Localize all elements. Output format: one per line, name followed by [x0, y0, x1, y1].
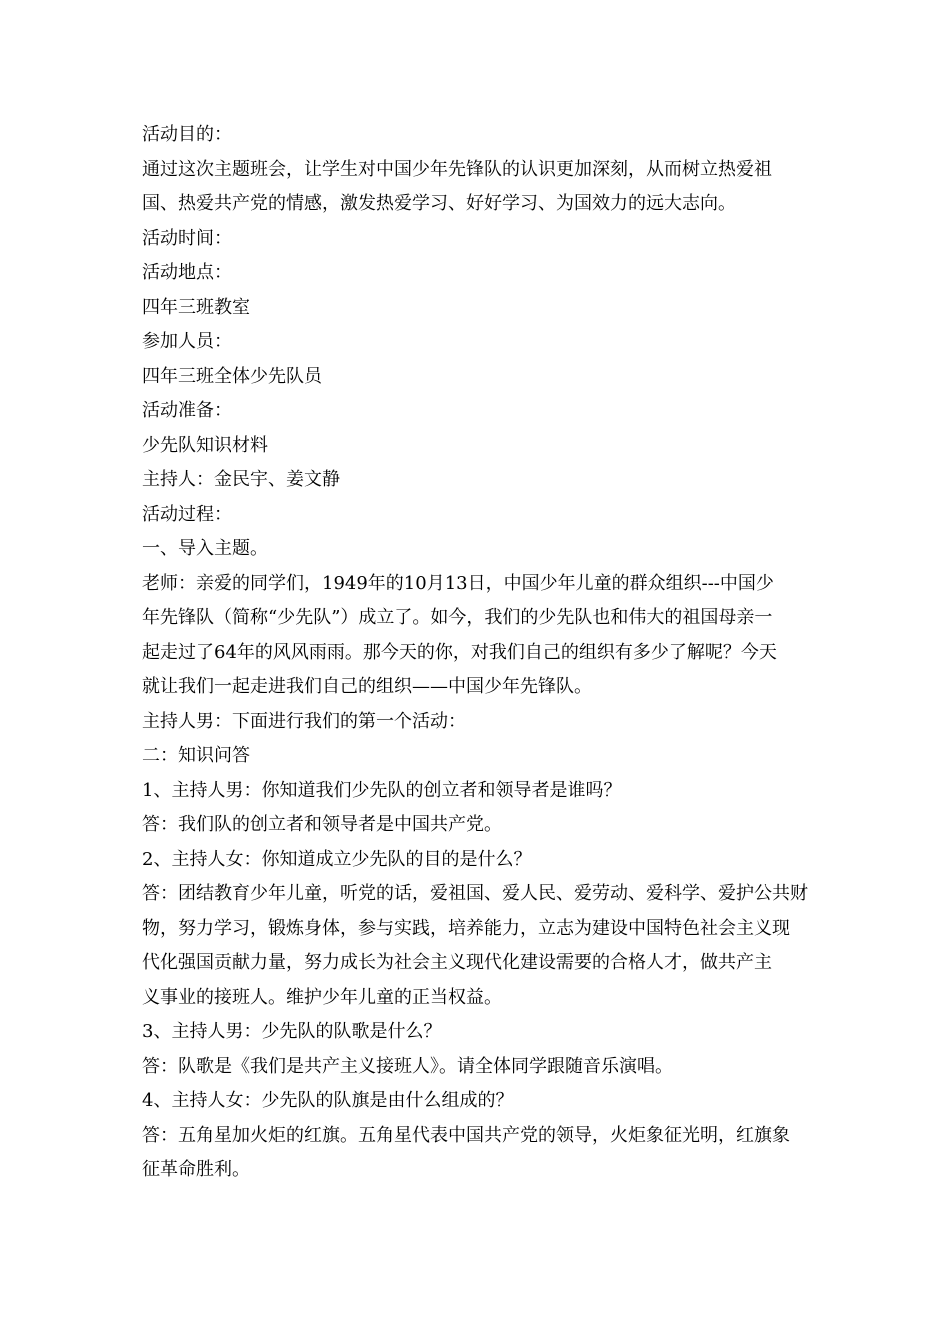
text-line: 四年三班全体少先队员	[142, 365, 322, 387]
document-body	[142, 118, 810, 1188]
text-line: 征革命胜利。	[142, 1159, 250, 1180]
text-line: 老师：亲爱的同学们，1949年的10月13日，中国少年儿童的群众组织---中国少	[142, 572, 774, 594]
answer-line: 答：我们队的创立者和领导者是中国共产党。	[142, 814, 502, 835]
heading-process: 活动过程：	[142, 503, 232, 525]
section-title: 二：知识问答	[142, 745, 250, 766]
question-line: 4、主持人女：少先队的队旗是由什么组成的？	[142, 1090, 514, 1111]
question-line: 1、主持人男：你知道我们少先队的创立者和领导者是谁吗？	[142, 779, 622, 801]
text-line: 主持人：金民宇、姜文静	[142, 469, 340, 490]
text-line: 四年三班教室	[142, 296, 250, 318]
question-line: 3、主持人男：少先队的队歌是什么？	[142, 1021, 442, 1042]
answer-line: 答：团结教育少年儿童，听党的话，爱祖国、爱人民、爱劳动、爱科学、爱护公共财	[142, 883, 808, 904]
heading-activity-purpose: 活动目的：	[142, 124, 232, 145]
answer-line: 答：五角星加火炬的红旗。五角星代表中国共产党的领导，火炬象征光明，红旗象	[142, 1124, 790, 1146]
text-line: 物，努力学习，锻炼身体，参与实践，培养能力，立志为建设中国特色社会主义现	[142, 917, 790, 939]
text-line: 就让我们一起走进我们自己的组织——中国少年先锋队。	[142, 676, 592, 697]
text-line: 义事业的接班人。维护少年儿童的正当权益。	[142, 986, 502, 1008]
question-line: 2、主持人女：你知道成立少先队的目的是什么？	[142, 848, 532, 870]
text-line: 主持人男：下面进行我们的第一个活动：	[142, 710, 466, 732]
text-line: 起走过了64年的风风雨雨。那今天的你，对我们自己的组织有多少了解呢？今天	[142, 641, 777, 663]
answer-line: 答：队歌是《我们是共产主义接班人》。请全体同学跟随音乐演唱。	[142, 1055, 673, 1077]
heading-activity-time: 活动时间：	[142, 227, 232, 249]
heading-activity-location: 活动地点：	[142, 262, 232, 283]
text-line: 代化强国贡献力量，努力成长为社会主义现代化建设需要的合格人才，做共产主	[142, 952, 772, 973]
heading-participants: 参加人员：	[142, 331, 232, 352]
text-line: 通过这次主题班会，让学生对中国少年先锋队的认识更加深刻，从而树立热爱祖	[142, 158, 772, 180]
text-line: 少先队知识材料	[142, 434, 268, 456]
text-line: 国、热爱共产党的情感，激发热爱学习、好好学习、为国效力的远大志向。	[142, 193, 736, 214]
section-title: 一、导入主题。	[142, 538, 268, 559]
heading-preparation: 活动准备：	[142, 400, 232, 421]
text-line: 年先锋队（简称“少先队”）成立了。如今，我们的少先队也和伟大的祖国母亲一	[142, 607, 773, 628]
